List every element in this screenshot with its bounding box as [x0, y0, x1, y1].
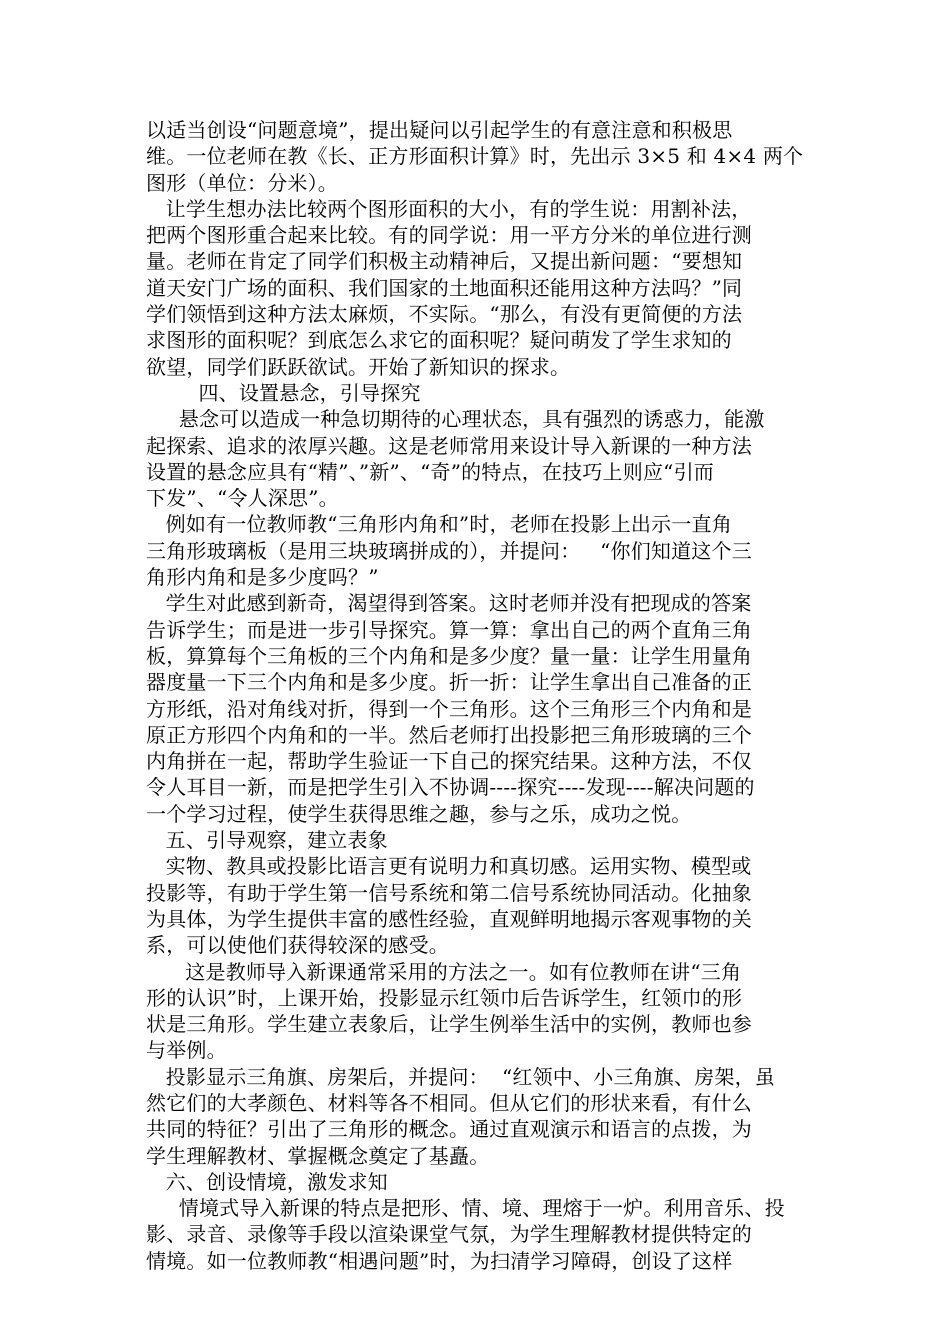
text-line: 求图形的面积呢？到底怎么求它的面积呢？疑问萌发了学生求知的	[146, 328, 732, 353]
text-line: 器度量一下三个内角和是多少度。折一折：让学生拿出自己准备的正	[146, 670, 752, 695]
text-line: 内角拼在一起，帮助学生验证一下自己的探究结果。这种方法，不仅	[146, 749, 752, 774]
text-line: 例如有一位教师教“三角形内角和”时，老师在投影上出示一直角	[146, 512, 732, 537]
text-line: 维。一位老师在教《长、正方形面积计算》时，先出示 3×5 和 4×4 两个	[146, 144, 804, 169]
text-line: 与举例。	[146, 1038, 227, 1063]
text-line: 悬念可以造成一种急切期待的心理状态，具有强烈的诱惑力，能激	[146, 407, 765, 432]
text-line: 然它们的大孝颜色、材料等各不相同。但从它们的形状来看，有什么	[146, 1090, 752, 1115]
text-line: 为具体，为学生提供丰富的感性经验，直观鲜明地揭示客观事物的关	[146, 906, 752, 931]
text-line: 方形纸，沿对角线对折，得到一个三角形。这个三角形三个内角和是	[146, 696, 752, 721]
text-line: 量。老师在肯定了同学们积极主动精神后，又提出新问题：“要想知	[146, 249, 743, 274]
text-line: 情境。如一位教师教“相遇问题”时，为扫清学习障碍，创设了这样	[146, 1248, 733, 1273]
text-line: 令人耳目一新，而是把学生引入不协调----探究----发现----解决问题的	[146, 775, 755, 800]
text-line: 这是教师导入新课通常采用的方法之一。如有位教师在讲“三角	[146, 959, 742, 984]
text-line: 学们领悟到这种方法太麻烦，不实际。“那么，有没有更简便的方法	[146, 302, 743, 327]
text-line: 把两个图形重合起来比较。有的同学说：用一平方分米的单位进行测	[146, 223, 752, 248]
text-line: 三角形玻璃板（是用三块玻璃拼成的），并提问： “你们知道这个三	[146, 538, 752, 563]
text-line: 设置的悬念应具有“精”、”新”、“奇”的特点，在技巧上则应“引而	[146, 459, 714, 484]
text-line: 学生对此感到新奇，渴望得到答案。这时老师并没有把现成的答案	[146, 591, 752, 616]
text-line: 下发”、“令人深思”。	[146, 486, 339, 511]
text-line: 以适当创设“问题意境”，提出疑问以引起学生的有意注意和积极思	[146, 118, 733, 142]
text-line: 道天安门广场的面积、我们国家的土地面积还能用这种方法吗？”同	[146, 275, 743, 300]
text-line: 形的认识”时，上课开始，投影显示红领巾后告诉学生，红领巾的形	[146, 985, 743, 1010]
text-line: 学生理解教材、掌握概念奠定了基矗。	[146, 1143, 490, 1168]
text-line: 影、录音、录像等手段以渲染课堂气氛，为学生理解教材提供特定的	[146, 1222, 752, 1247]
document-body	[146, 117, 814, 1274]
text-line: 六、创设情境，激发求知	[146, 1169, 388, 1194]
text-line: 共同的特征？引出了三角形的概念。通过直观演示和语言的点拨，为	[146, 1117, 752, 1142]
text-line: 一个学习过程，使学生获得思维之趣，参与之乐，成功之悦。	[146, 801, 692, 826]
text-line: 投影显示三角旗、房架后，并提问： “红领中、小三角旗、房架，虽	[146, 1064, 776, 1089]
text-line: 五、引导观察，建立表象	[146, 828, 388, 853]
text-line: 让学生想办法比较两个图形面积的大小，有的学生说：用割补法，	[146, 196, 752, 221]
text-line: 情境式导入新课的特点是把形、情、境、理熔于一炉。利用音乐、投	[146, 1196, 785, 1221]
text-line: 板，算算每个三角板的三个内角和是多少度？量一量：让学生用量角	[146, 643, 752, 668]
text-line: 角形内角和是多少度吗？”	[146, 565, 379, 590]
text-line: 原正方形四个内角和的一半。然后老师打出投影把三角形玻璃的三个	[146, 722, 752, 747]
text-line: 实物、教具或投影比语言更有说明力和真切感。运用实物、模型或	[146, 854, 752, 879]
text-line: 图形（单位：分米）。	[146, 170, 338, 195]
text-line: 状是三角形。学生建立表象后，让学生例举生活中的实例，教师也参	[146, 1012, 752, 1037]
text-line: 起探索、追求的浓厚兴趣。这是老师常用来设计导入新课的一种方法	[146, 433, 752, 458]
text-line: 欲望，同学们跃跃欲试。开始了新知识的探求。	[146, 354, 571, 379]
text-line: 四、设置悬念，引导探究	[146, 380, 421, 405]
text-line: 投影等，有助于学生第一信号系统和第二信号系统协同活动。化抽象	[146, 880, 752, 905]
text-line: 告诉学生；而是进一步引导探究。算一算：拿出自己的两个直角三角	[146, 617, 752, 642]
text-line: 系，可以使他们获得较深的感受。	[146, 933, 449, 958]
